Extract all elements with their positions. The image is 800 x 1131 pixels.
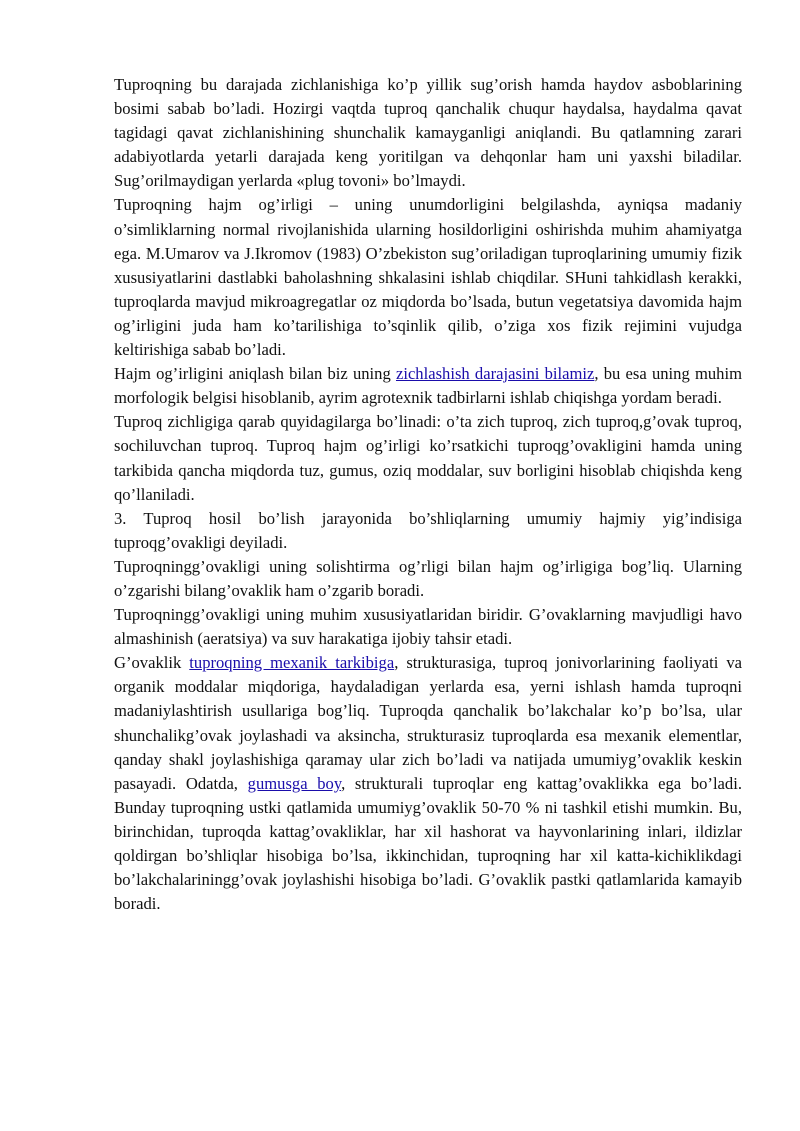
paragraph-text: Tuproqningg’ovakligi uning solishtirma og’rligi bilan hajm og’irligiga bog’liq. Ularning o’zgarishi bilang’ovaklik ham o’zgarib boradi. bbox=[114, 556, 742, 600]
paragraph-2 bbox=[114, 193, 742, 362]
link-mexanik-tarkib[interactable]: tuproqning mexanik tarkibiga bbox=[189, 653, 395, 673]
paragraph-6 bbox=[114, 555, 742, 603]
paragraph-text: , strukturali tuproqlar eng kattag’ovaklikka ega bo’ladi. Bunday tuproqning ustki qatlamida umumiyg’ovaklik 50-70 % ni tashkil etishi mumkin. Bu, birinchidan, tuproqda kattag’ovakliklar, har xil hashorat va hayvonlarining inlari, ildizlar qoldirgan bo’shliqlar hisobiga bo’lsa, ikkinchidan, tuproqning har xil katta-kichiklikdagi bo’lakchalariningg’ovak joylashishi hisobiga bo’ladi. G’ovaklik pastki qatlamlarida kamayib boradi. bbox=[114, 773, 742, 914]
paragraph-text: , bu esa uning muhim morfologik belgisi hisoblanib, ayrim agrotexnik tadbirlarni ishlab chiqishga yordam beradi. bbox=[114, 364, 742, 408]
paragraph-5 bbox=[114, 507, 742, 555]
paragraph-text: Tuproqningg’ovakligi uning muhim xususiyatlaridan biridir. G’ovaklarning mavjudligi havo almashinish (aeratsiya) va suv harakatiga ijobiy tahsir etadi. bbox=[114, 605, 742, 649]
paragraph-7 bbox=[114, 603, 742, 651]
link-gumusga-boy[interactable]: gumusga boy bbox=[247, 773, 342, 793]
paragraph-text: Tuproqning hajm og’irligi – uning unumdorligini belgilashda, ayniqsa madaniy o’simliklarning normal rivojlanishida ularning hosildorligini oshirishda muhim ahamiyatga ega. M.Umarov va J.Ikromov (1983) O’zbekiston sug’oriladigan tuproqlarining umumiy fizik xususiyatlarini dastlabki baholashning shkalasini ishlab chiqdilar. SHuni tahkidlash kerakki, tuproqlarda mavjud mikroagregatlar oz miqdorda bo’lsada, butun vegetatsiya davomida hajm og’irligini juda ham ko’tarilishiga to’sqinlik qilib, o’ziga xos fizik rejimini vujudga keltirishiga sabab bo’ladi. bbox=[114, 195, 742, 360]
paragraph-text: 3. Tuproq hosil bo’lish jarayonida bo’shliqlarning umumiy hajmiy yig’indisiga tuproqg’ovakligi deyiladi. bbox=[114, 508, 742, 552]
paragraph-text: Tuproq zichligiga qarab quyidagilarga bo’linadi: o’ta zich tuproq, zich tuproq,g’ovak tuproq, sochiluvchan tuproq. Tuproq hajm og’irligi ko’rsatkichi tuproqg’ovakligini hamda uning tarkibida qancha miqdorda tuz, gumus, oziq moddalar, suv borligini hisoblab chiqishda keng qo’llaniladi. bbox=[114, 412, 742, 504]
paragraph-text: , strukturasiga, tuproq jonivorlarining faoliyati va organik moddalar miqdoriga, haydaladigan yerlarda esa, yerni ishlash hamda tuproqni madaniylashtirish usullariga bog’liq. Tuproqda qanchalik bo’lakchalar ko’p bo’lsa, ular shunchalikg’ovak joylashadi va aksincha, strukturasiz tuproqlarda esa mexanik elementlar, qanday shakl joylashishiga qaramay ular zich bo’ladi va natijada umumiyg’ovaklik keskin pasayadi. Odatda, bbox=[114, 653, 742, 793]
paragraph-3 bbox=[114, 362, 742, 410]
paragraph-4 bbox=[114, 410, 742, 506]
link-zichlashish-darajasi[interactable]: zichlashish darajasini bilamiz bbox=[395, 364, 595, 384]
paragraph-1 bbox=[114, 73, 742, 193]
paragraph-8 bbox=[114, 651, 742, 916]
document-body bbox=[114, 73, 742, 916]
paragraph-text: Hajm og’irligini aniqlash bilan biz uning bbox=[114, 364, 396, 384]
paragraph-text: G’ovaklik bbox=[114, 653, 190, 673]
paragraph-text: Tuproqning bu darajada zichlanishiga ko’p yillik sug’orish hamda haydov asboblarining bosimi sabab bo’ladi. Hozirgi vaqtda tuproq qanchalik chuqur haydalsa, haydalma qavat tagidagi qavat zichlanishining shunchalik kamayganligi aniqlandi. Bu qatlamning zarari adabiyotlarda yetarli darajada keng yoritilgan va dehqonlar ham uni yaxshi biladilar. Sug’orilmaydigan yerlarda «plug tovoni» bo’lmaydi. bbox=[114, 75, 742, 191]
